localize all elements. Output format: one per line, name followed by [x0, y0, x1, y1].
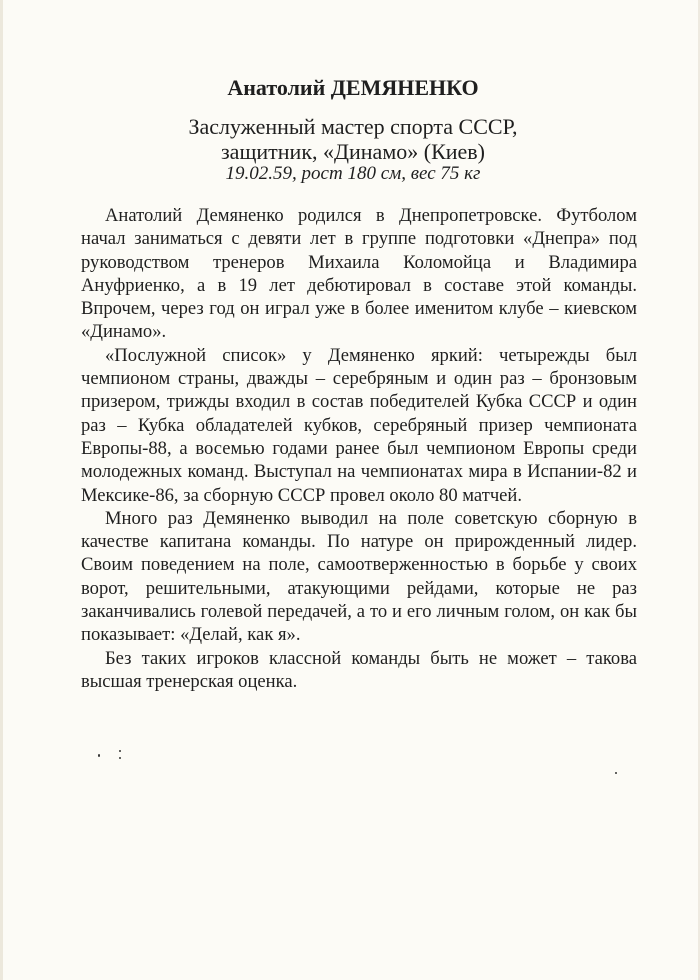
scan-speck: [119, 757, 121, 759]
paragraph-4: Без таких игроков классной команды быть не может – такова высшая тренерская оценка.: [81, 647, 637, 692]
player-title-line-1: Заслуженный мастер спорта СССР,: [188, 114, 518, 139]
scan-speck: [615, 772, 617, 774]
scan-speck: [98, 754, 100, 757]
scan-speck: [119, 750, 121, 752]
paragraph-3: Много раз Демяненко выводил на поле советскую сборную в качестве капитана команды. По натуре он прирожденный лидер. Своим поведением на поле, самоотверженностью в борьбе у своих ворот, решительными, атакующими рейдами, которые не раз заканчивались голевой передачей, а то и его личным голом, он как бы показывает: «Делай, как я».: [81, 507, 637, 646]
player-title-line-2: защитник, «Динамо» (Киев): [220, 139, 485, 164]
player-name: Анатолий ДЕМЯНЕНКО: [227, 75, 479, 100]
paragraph-1: Анатолий Демяненко родился в Днепропетровске. Футболом начал заниматься с девяти лет в группе подготовки «Днепра» под руководством тренеров Михаила Коломойца и Владимира Ануфриенко, а в 19 лет дебютировал в составе этой команды. Впрочем, через год он играл уже в более именитом клубе – киевском «Динамо».: [81, 205, 637, 343]
player-stats: 19.02.59, рост 180 см, вес 75 кг: [225, 163, 481, 184]
biography-text: [81, 204, 637, 693]
paragraph-2: «Послужной список» у Демяненко яркий: четырежды был чемпионом страны, дважды – серебряным и один раз – бронзовым призером, трижды входил в состав победителей Кубка СССР и один раз – Кубка обладателей кубков, серебряный призер чемпионата Европы-88, а восемью годами ранее был чемпионом Европы среди молодежных команд. Выступал на чемпионатах мира в Испании-82 и Мексике-86, за сборную СССР провел около 80 матчей.: [81, 344, 637, 506]
